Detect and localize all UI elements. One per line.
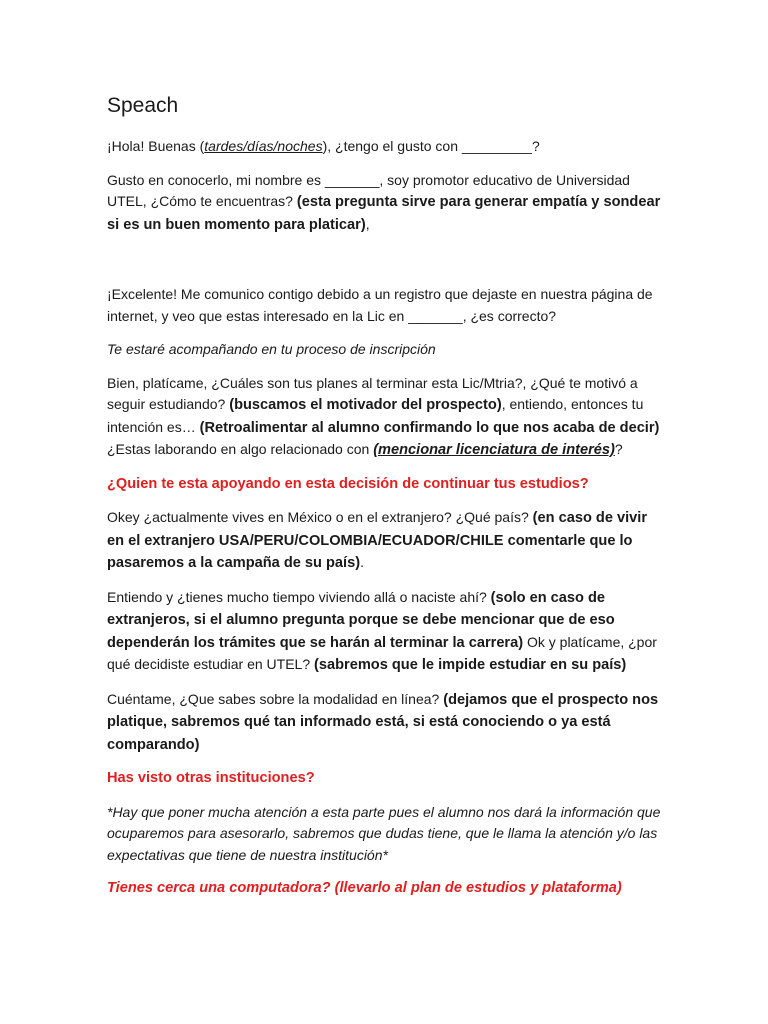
paragraph-attention-note: *Hay que poner mucha atención a esta parte pues el alumno nos dará la información que ocuparemos para asesorarlo, sabremos que dudas tiene, que le llama la atención y/o las expectativas que tiene de nuestra institución* bbox=[107, 803, 661, 863]
paragraph-accompany: Te estaré acompañando en tu proceso de inscripción bbox=[107, 341, 436, 357]
document-title: Speach bbox=[107, 94, 179, 117]
paragraph-online-modality: Cuéntame, ¿Que sabes sobre la modalidad en línea? (dejamos que el prospecto nos platique, sabremos qué tan informado está, si está conociendo o ya está comparando) bbox=[107, 690, 659, 753]
paragraph-residence: Entiendo y ¿tienes mucho tiempo viviendo allá o naciste ahí? (solo en caso de extranjeros, si el alumno pregunta porque se debe mencionar que de eso dependerán los trámites que se harán al terminar la carrera) Ok y platícame, ¿por qué decidiste estudiar en UTEL? (sabremos que le impide estudiar en su país) bbox=[107, 588, 657, 673]
paragraph-plans: Bien, platícame, ¿Cuáles son tus planes al terminar esta Lic/Mtria?, ¿Qué te motivó a seguir estudiando? (buscamos el motivador del prospecto), entiendo, entonces tu intención es… (Retroalimentar al alumno confirmando lo que nos acaba de decir) ¿Estas laborando en algo relacionado con (mencionar licenciatura de interés)? bbox=[107, 374, 660, 458]
question-other-institutions: Has visto otras instituciones? bbox=[107, 770, 315, 786]
spacer bbox=[107, 248, 667, 284]
paragraph-introduction: Gusto en conocerlo, mi nombre es _______, soy promotor educativo de Universidad UTEL, ¿Cómo te encuentras? (esta pregunta sirve para generar empatía y sondear si es un buen momento para platicar), bbox=[107, 171, 661, 233]
paragraph-registration: ¡Excelente! Me comunico contigo debido a un registro que dejaste en nuestra página de internet, y veo que estas interesado en la Lic en _______, ¿es correcto? bbox=[107, 286, 653, 324]
question-computer: Tienes cerca una computadora? (llevarlo al plan de estudios y plataforma) bbox=[107, 880, 622, 896]
paragraph-greeting: ¡Hola! Buenas (tardes/días/noches), ¿tengo el gusto con _________? bbox=[107, 138, 540, 154]
document-body bbox=[107, 92, 667, 912]
paragraph-country: Okey ¿actualmente vives en México o en el extranjero? ¿Qué país? (en caso de vivir en el extranjero USA/PERU/COLOMBIA/ECUADOR/CHILE comentarle que lo pasaremos a la campaña de su país). bbox=[107, 509, 648, 571]
question-support: ¿Quien te esta apoyando en esta decisión de continuar tus estudios? bbox=[107, 475, 589, 492]
